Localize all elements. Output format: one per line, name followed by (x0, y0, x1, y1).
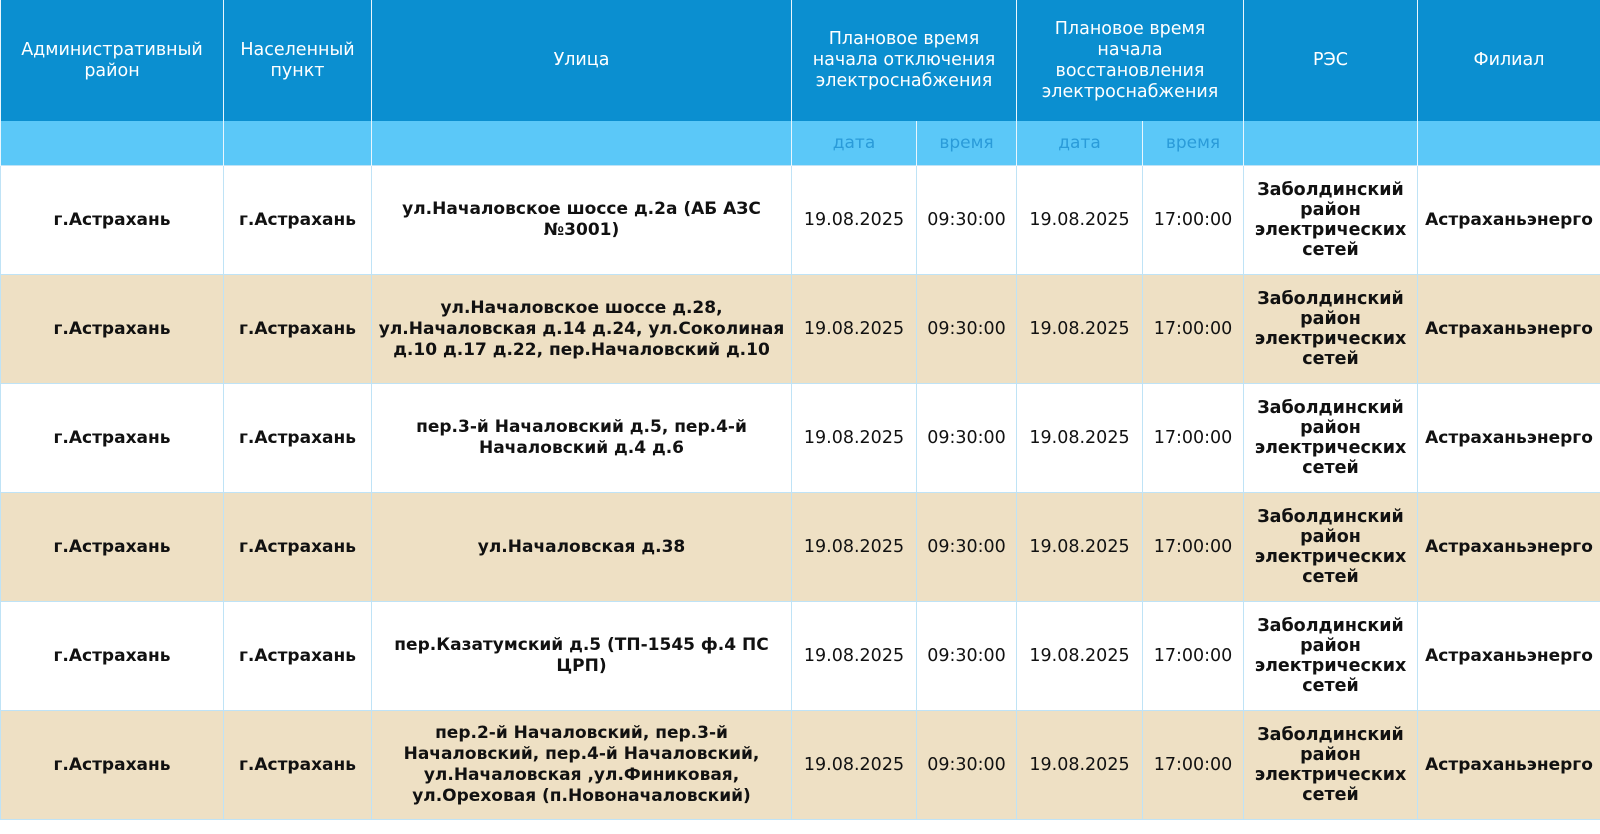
table-row (1, 711, 1600, 820)
cell-on-date: 19.08.2025 (1017, 493, 1143, 602)
header-branch: Филиал (1418, 0, 1600, 121)
cell-off-time: 09:30:00 (917, 275, 1017, 384)
header-on-time: Плановое время начала восстановления электроснабжения (1017, 0, 1244, 121)
cell-on-time: 17:00:00 (1143, 711, 1244, 820)
cell-off-time: 09:30:00 (917, 384, 1017, 493)
cell-locality: г.Астрахань (224, 711, 372, 820)
header-street: Улица (372, 0, 792, 121)
header-district: Административный район (1, 0, 224, 121)
cell-off-date: 19.08.2025 (792, 166, 917, 275)
cell-off-time: 09:30:00 (917, 602, 1017, 711)
cell-street: пер.2-й Началовский, пер.3-й Началовский, пер.4-й Началовский, ул.Началовская ,ул.Финиковая, ул.Ореховая (п.Новоначаловский) (372, 711, 792, 820)
cell-district: г.Астрахань (1, 275, 224, 384)
cell-district: г.Астрахань (1, 711, 224, 820)
cell-off-date: 19.08.2025 (792, 711, 917, 820)
subheader-empty (224, 121, 372, 166)
table-row (1, 275, 1600, 384)
cell-off-time: 09:30:00 (917, 493, 1017, 602)
cell-street: пер.3-й Началовский д.5, пер.4-й Началовский д.4 д.6 (372, 384, 792, 493)
subheader-row (1, 121, 1600, 166)
cell-res: Заболдинский район электрических сетей (1244, 711, 1418, 820)
cell-street: ул.Началовская д.38 (372, 493, 792, 602)
subheader-off-time: время (917, 121, 1017, 166)
cell-res: Заболдинский район электрических сетей (1244, 493, 1418, 602)
cell-res: Заболдинский район электрических сетей (1244, 602, 1418, 711)
cell-district: г.Астрахань (1, 166, 224, 275)
subheader-empty (1, 121, 224, 166)
cell-locality: г.Астрахань (224, 166, 372, 275)
header-res: РЭС (1244, 0, 1418, 121)
cell-locality: г.Астрахань (224, 493, 372, 602)
table-row (1, 166, 1600, 275)
cell-off-date: 19.08.2025 (792, 493, 917, 602)
cell-on-time: 17:00:00 (1143, 602, 1244, 711)
cell-on-date: 19.08.2025 (1017, 166, 1143, 275)
cell-off-time: 09:30:00 (917, 166, 1017, 275)
cell-on-time: 17:00:00 (1143, 166, 1244, 275)
cell-locality: г.Астрахань (224, 384, 372, 493)
cell-branch: Астраханьэнерго (1418, 493, 1600, 602)
cell-street: ул.Началовское шоссе д.28, ул.Началовская д.14 д.24, ул.Соколиная д.10 д.17 д.22, пер.Началовский д.10 (372, 275, 792, 384)
cell-res: Заболдинский район электрических сетей (1244, 384, 1418, 493)
cell-district: г.Астрахань (1, 602, 224, 711)
cell-off-date: 19.08.2025 (792, 275, 917, 384)
cell-district: г.Астрахань (1, 493, 224, 602)
cell-off-time: 09:30:00 (917, 711, 1017, 820)
cell-on-date: 19.08.2025 (1017, 711, 1143, 820)
cell-street: ул.Началовское шоссе д.2а (АБ АЗС №3001) (372, 166, 792, 275)
table-row (1, 384, 1600, 493)
cell-branch: Астраханьэнерго (1418, 275, 1600, 384)
cell-on-time: 17:00:00 (1143, 384, 1244, 493)
cell-res: Заболдинский район электрических сетей (1244, 166, 1418, 275)
cell-branch: Астраханьэнерго (1418, 166, 1600, 275)
header-off-time: Плановое время начала отключения электроснабжения (792, 0, 1017, 121)
cell-off-date: 19.08.2025 (792, 602, 917, 711)
cell-off-date: 19.08.2025 (792, 384, 917, 493)
cell-on-time: 17:00:00 (1143, 275, 1244, 384)
subheader-empty (372, 121, 792, 166)
subheader-empty (1244, 121, 1418, 166)
cell-res: Заболдинский район электрических сетей (1244, 275, 1418, 384)
subheader-off-date: дата (792, 121, 917, 166)
cell-locality: г.Астрахань (224, 602, 372, 711)
subheader-on-date: дата (1017, 121, 1143, 166)
subheader-on-time: время (1143, 121, 1244, 166)
subheader-empty (1418, 121, 1600, 166)
cell-branch: Астраханьэнерго (1418, 384, 1600, 493)
header-row (1, 0, 1600, 121)
cell-branch: Астраханьэнерго (1418, 711, 1600, 820)
cell-district: г.Астрахань (1, 384, 224, 493)
table-row (1, 602, 1600, 711)
table-row (1, 493, 1600, 602)
cell-on-time: 17:00:00 (1143, 493, 1244, 602)
header-locality: Населенный пункт (224, 0, 372, 121)
cell-on-date: 19.08.2025 (1017, 275, 1143, 384)
cell-on-date: 19.08.2025 (1017, 602, 1143, 711)
cell-street: пер.Казатумский д.5 (ТП-1545 ф.4 ПС ЦРП) (372, 602, 792, 711)
cell-on-date: 19.08.2025 (1017, 384, 1143, 493)
cell-locality: г.Астрахань (224, 275, 372, 384)
cell-branch: Астраханьэнерго (1418, 602, 1600, 711)
